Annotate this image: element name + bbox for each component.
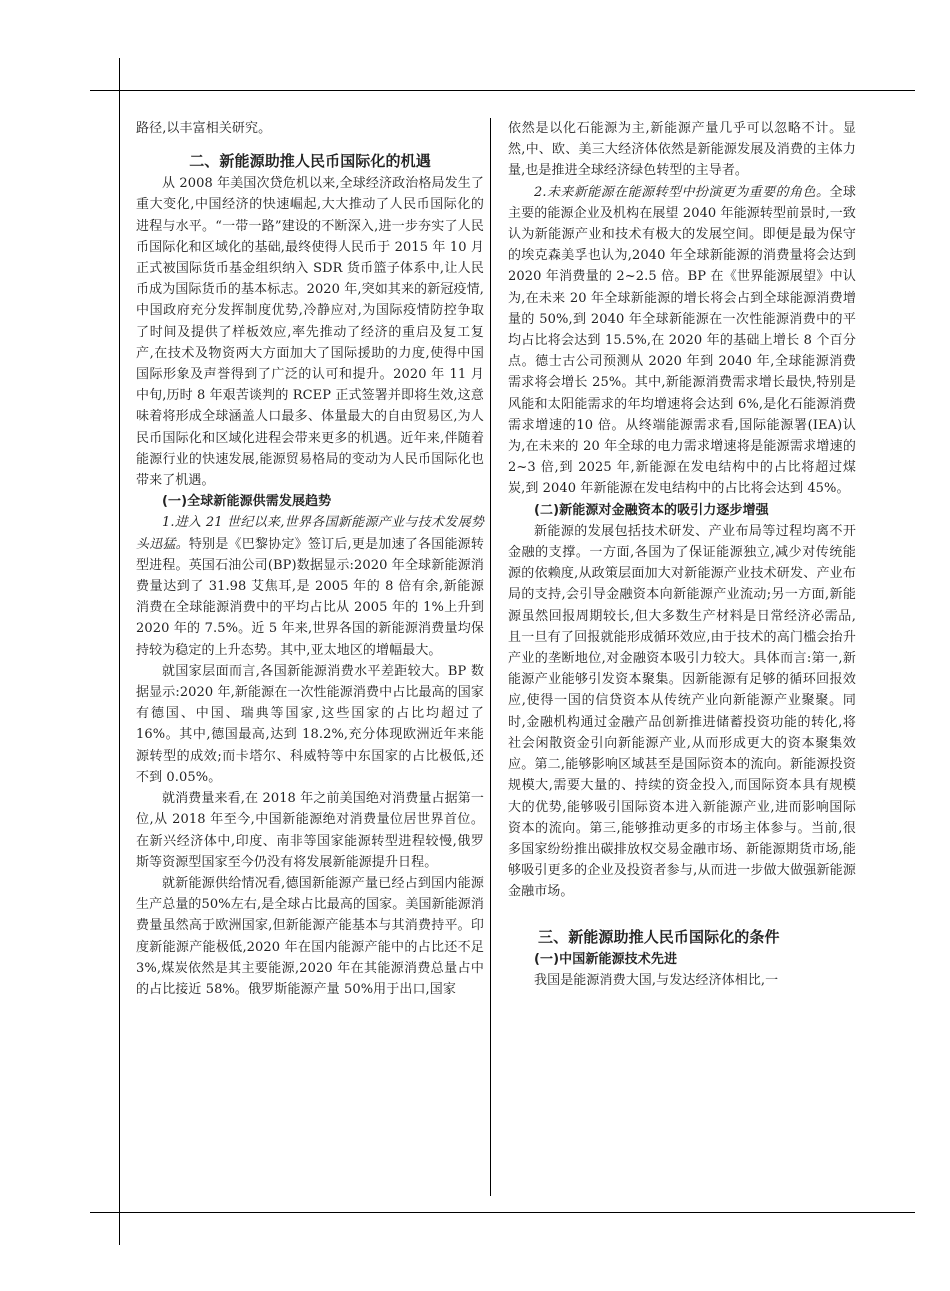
subsection-heading: (二)新能源对金融资本的吸引力逐步增强 xyxy=(534,502,769,518)
margin-rule-left xyxy=(119,58,120,1245)
paragraph xyxy=(136,512,484,660)
paragraph-body: 全球主要的能源企业及机构在展望 2040 年能源转型前景时,一致认为新能源产业和技术有极大的发展空间。即便是最为保守的埃克森美孚也认为,2040 年全球新能源的消费量将会达到 2020 年消费量的 2~2.5 倍。BP 在《世界能源展望》中认为,在未来 20 年全球新能源的增长将会占到全球能源消费增量的 50%,到 2040 年全球新能源在一次性能源消费中的平均占比将会达到 15.5%,在 2020 年的基础上增长 8 个百分点。德士古公司预测从 2020 年到 2040 年,全球能源消费需求将会增长 25%。其中,新能源消费需求增长最快,特别是风能和太阳能需求的年均增速将会达到 6%,是化石能源消费需求增速的10 倍。从终端能源需求看,国际能源署(IEA)认为,在未来的 20 年全球的电力需求增速将是能源需求增速的 2~3 倍,到 2025 年,新能源在发电结构中的占比将超过煤炭,到 2040 年新能源在发电结构中的占比将会达到 45%。 xyxy=(508,184,856,497)
paragraph-lead: 1.进入 21 世纪以来,世界各国新能源产业与技术发展势头迅猛。 xyxy=(136,515,484,552)
subsection-heading: (一)全球新能源供需发展趋势 xyxy=(162,494,332,510)
left-column xyxy=(136,118,484,1000)
paragraph: 就国家层面而言,各国新能源消费水平差距较大。BP 数据显示:2020 年,新能源在一次性能源消费中占比最高的国家有德国、中国、瑞典等国家,这些国家的占比均超过了 16%。其中,德国最高,达到 18.2%,充分体现欧洲近年来能源转型的成效;而卡塔尔、科威特等中东国家的占比极低,还不到 0.05%。 xyxy=(136,663,484,785)
subsection-heading: (一)中国新能源技术先进 xyxy=(534,951,678,967)
footer-rule xyxy=(90,1212,915,1213)
paragraph-lead: 2.未来新能源在能源转型中扮演更为重要的角色。 xyxy=(534,184,830,200)
column-divider xyxy=(490,118,491,1196)
paragraph: 我国是能源消费大国,与发达经济体相比,一 xyxy=(534,972,779,988)
right-column xyxy=(508,118,856,991)
paragraph xyxy=(508,182,856,500)
section-heading: 二、新能源助推人民币国际化的机遇 xyxy=(189,152,431,171)
paragraph: 路径,以丰富相关研究。 xyxy=(136,121,272,136)
paragraph: 就新能源供给情况看,德国新能源产量已经占到国内能源生产总量的50%左右,是全球占比最高的国家。美国新能源消费量虽然高于欧洲国家,但新能源产能基本与其消费持平。印度新能源产能极低,2020 年在国内能源产能中的占比还不足 3%,煤炭依然是其主要能源,2020 年在其能源消费总量占中的占比接近 58%。俄罗斯能源产量 50%用于出口,国家 xyxy=(136,875,484,997)
paragraph: 从 2008 年美国次贷危机以来,全球经济政治格局发生了重大变化,中国经济的快速崛起,大大推动了人民币国际化的进程与水平。“一带一路”建设的不断深入,进一步夯实了人民币国际化和区域化的基础,最终使得人民币于 2015 年 10 月正式被国际货币基金组织纳入 SDR 货币篮子体系中,让人民币成为国际货币的基本标志。2020 年,突如其来的新冠疫情,中国政府充分发挥制度优势,冷静应对,为国际疫情防控争取了时间及提供了样板效应,率先推动了经济的重启及复工复产,在技术及物资两大方面加大了国际援助的力度,使得中国国际形象及声誉得到了广泛的认可和提升。2020 年 11 月中旬,历时 8 年艰苦谈判的 RCEP 正式签署并即将生效,这意味着将形成全球涵盖人口最多、体量最大的自由贸易区,为人民币国际化和区域化进程会带来更多的机遇。近年来,伴随着能源行业的快速发展,能源贸易格局的变动为人民币国际化也带来了机遇。 xyxy=(136,176,484,489)
paragraph: 新能源的发展包括技术研发、产业布局等过程均离不开金融的支撑。一方面,各国为了保证能源独立,减少对传统能源的依赖度,从政策层面加大对新能源产业技术研发、产业布局的支持,会引导金融资本向新能源产业流动;另一方面,新能源虽然回报周期较长,但大多数生产材料是日常经济必需品,且一旦有了回报就能形成循环效应,由于技术的高门槛会抬升产业的垄断地位,对金融资本吸引力较大。具体而言:第一,新能源产业能够引发资本聚集。因新能源有足够的循环回报效应,使得一国的信贷资本从传统产业向新能源产业聚聚。同时,金融机构通过金融产品创新推进储蓄投资功能的转化,将社会闲散资金引向新能源产业,从而形成更大的资本聚集效应。第二,能够影响区域甚至是国际资本的流向。新能源投资规模大,需要大量的、持续的资金投入,而国际资本具有规模大的优势,能够吸引国际资本进入新能源产业,进而影响国际资本的流向。第三,能够推动更多的市场主体参与。当前,很多国家纷纷推出碳排放权交易金融市场、新能源期货市场,能够吸引更多的企业及投资者参与,从而进一步做大做强新能源金融市场。 xyxy=(508,523,856,900)
paragraph-body: 特别是《巴黎协定》签订后,更是加速了各国能源转型进程。英国石油公司(BP)数据显示:2020 年全球新能源消费量达到了 31.98 艾焦耳,是 2005 年的 8 倍有余,新能源消费在全球能源消费中的平均占比从 2005 年的 1%上升到 2020 年的 7.5%。近 5 年来,世界各国的新能源消费量均保持较为稳定的上升态势。其中,亚太地区的增幅最大。 xyxy=(136,536,484,658)
section-heading: 三、新能源助推人民币国际化的条件 xyxy=(538,927,780,946)
paragraph: 依然是以化石能源为主,新能源产量几乎可以忽略不计。显然,中、欧、美三大经济体依然是新能源发展及消费的主体力量,也是推进全球经济绿色转型的主导者。 xyxy=(508,121,856,179)
header-rule xyxy=(90,90,915,91)
paragraph: 就消费量来看,在 2018 年之前美国绝对消费量占据第一位,从 2018 年至今,中国新能源绝对消费量位居世界首位。在新兴经济体中,印度、南非等国家能源转型进程较慢,俄罗斯等资源型国家至今仍没有将发展新能源提升日程。 xyxy=(136,791,484,870)
